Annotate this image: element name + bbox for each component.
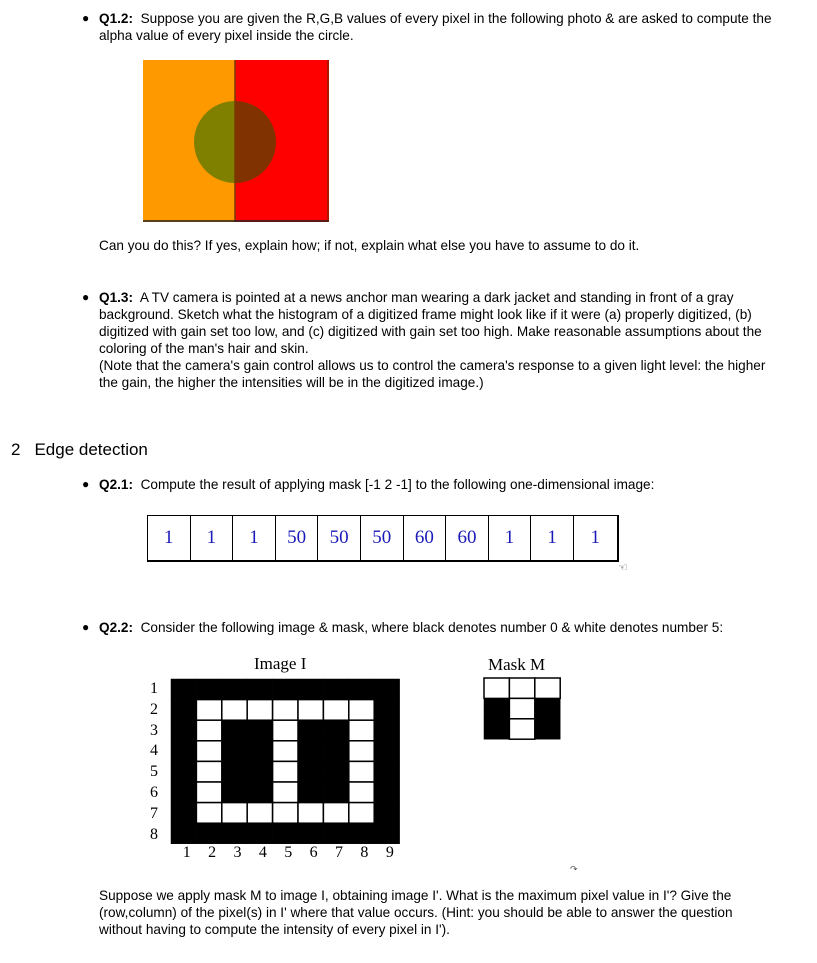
grid-cell: [349, 782, 374, 803]
q12-followup: Can you do this? If yes, explain how; if not, explain what else you have to assume to do it.: [99, 238, 640, 253]
q13-paragraph: [99, 289, 779, 391]
row-label: 1: [150, 680, 158, 697]
q21-text: Compute the result of applying mask [-1 2 -1] to the following one-dimensional image:: [140, 477, 655, 492]
row-label: 4: [150, 742, 158, 760]
grid-cell: [247, 761, 272, 782]
grid-cell: [374, 720, 399, 741]
strip-cell: 1: [191, 516, 234, 560]
grid-cell: [323, 741, 348, 762]
grid-cell: [247, 679, 272, 700]
strip-cell: 50: [361, 516, 404, 560]
grid-cell: [509, 678, 534, 698]
grid-cell: [484, 698, 509, 718]
grid-cell: [509, 698, 534, 718]
row-label: 2: [150, 700, 158, 718]
q13-label: Q1.3:: [99, 290, 133, 305]
grid-cell: [323, 720, 348, 741]
grid-cell: [298, 782, 323, 803]
grid-cell: [298, 761, 323, 782]
grid-cell: [349, 720, 374, 741]
grid-cell: [535, 678, 560, 698]
strip-cell: 50: [318, 516, 361, 560]
q21-label: Q2.1:: [99, 477, 133, 492]
grid-cell: [222, 803, 247, 824]
grid-cell: [273, 823, 298, 844]
grid-cell: [273, 761, 298, 782]
row-labels: [150, 679, 158, 845]
grid-cell: [171, 741, 196, 762]
row-label: 5: [150, 763, 158, 781]
strip-cell: 1: [590, 527, 600, 548]
strip-cell: 60: [446, 516, 489, 560]
grid-cell: [349, 761, 374, 782]
mask-m-grid: [483, 677, 561, 740]
image-i-grid: [170, 678, 402, 844]
bullet-q12: ●: [82, 11, 90, 25]
grid-cell: [171, 720, 196, 741]
section-number: 2: [11, 440, 21, 459]
bullet-q22: ●: [82, 620, 90, 634]
q22-paragraph: [99, 619, 789, 636]
column-label: 5: [284, 844, 293, 861]
grid-cell: [222, 761, 247, 782]
grid-cell: [298, 679, 323, 700]
strip-cell: 1: [531, 516, 574, 560]
grid-cell: [196, 782, 221, 803]
grid-cell: [196, 803, 221, 824]
grid-cell: [484, 678, 509, 698]
grid-cell: [323, 761, 348, 782]
grid-cell: [222, 782, 247, 803]
q22-followup: Suppose we apply mask M to image I, obtaining image I'. What is the maximum pixel value in I'? Give the (row,column) of the pixel(s) in I' where that value occurs. (Hint: you should be able to answer the question without having to compute the intensity of every pixel in I').: [99, 888, 733, 937]
q22-label: Q2.2:: [99, 620, 133, 635]
grid-cell: [196, 761, 221, 782]
grid-cell: [374, 803, 399, 824]
grid-cell: [273, 782, 298, 803]
grid-cell: [196, 700, 221, 721]
grid-cell: [247, 823, 272, 844]
grid-cell: [509, 719, 534, 739]
hand-cursor-icon: ☜: [618, 562, 628, 574]
grid-cell: [273, 720, 298, 741]
grid-cell: [298, 720, 323, 741]
column-labels: [174, 844, 403, 862]
grid-cell: [273, 803, 298, 824]
image-caption: Image I: [254, 654, 307, 673]
grid-cell: [247, 782, 272, 803]
strip-cell: 50: [276, 516, 319, 560]
q21-paragraph: [99, 476, 799, 493]
alpha-photo: [143, 60, 329, 222]
grid-cell: [323, 700, 348, 721]
grid-cell: [171, 761, 196, 782]
grid-cell: [196, 741, 221, 762]
cursor-icon: ↷: [570, 864, 578, 874]
grid-cell: [247, 741, 272, 762]
grid-cell: [222, 741, 247, 762]
grid-cell: [247, 700, 272, 721]
grid-cell: [349, 741, 374, 762]
grid-cell: [196, 720, 221, 741]
grid-cell: [247, 720, 272, 741]
q13-text: A TV camera is pointed at a news anchor man wearing a dark jacket and standing in front of a gray background. Sketch what the histogram of a digitized frame might look like if it were (a) properly digitized, (b) digitized with gain set too low, and (c) digitized with gain set too high. Make reasonable assumptions about the coloring of the man's hair and skin.: [99, 290, 762, 356]
grid-cell: [273, 679, 298, 700]
grid-cell: [374, 679, 399, 700]
row-label: 3: [150, 721, 158, 739]
grid-cell: [484, 719, 509, 739]
row-label: 7: [150, 804, 158, 822]
grid-cell: [196, 679, 221, 700]
bullet-q13: ●: [82, 290, 90, 304]
q12-text: Suppose you are given the R,G,B values of every pixel in the following photo & are asked to compute the alpha value of every pixel inside the circle.: [99, 11, 772, 43]
grid-cell: [222, 720, 247, 741]
q12-paragraph: [99, 10, 799, 44]
column-label: 2: [208, 844, 217, 861]
grid-cell: [535, 719, 560, 739]
grid-cell: [298, 803, 323, 824]
strip-cell: 1: [489, 516, 532, 560]
grid-cell: [171, 700, 196, 721]
grid-cell: [374, 741, 399, 762]
grid-cell: [374, 782, 399, 803]
one-dimensional-image: [147, 515, 619, 562]
grid-cell: [298, 823, 323, 844]
grid-cell: [273, 741, 298, 762]
column-label: 8: [360, 844, 369, 861]
grid-cell: [349, 823, 374, 844]
grid-cell: [298, 700, 323, 721]
column-label: 6: [309, 844, 318, 861]
mask-caption: Mask M: [488, 655, 546, 674]
grid-cell: [273, 700, 298, 721]
grid-cell: [196, 823, 221, 844]
grid-cell: [323, 803, 348, 824]
grid-cell: [222, 700, 247, 721]
grid-cell: [298, 741, 323, 762]
strip-cell: 1: [233, 516, 276, 560]
column-label: 7: [335, 844, 344, 861]
grid-cell: [374, 761, 399, 782]
grid-cell: [171, 782, 196, 803]
section-heading: [11, 439, 148, 461]
section-title: Edge detection: [34, 440, 148, 459]
row-label: 6: [150, 783, 158, 801]
grid-cell: [323, 823, 348, 844]
grid-cell: [222, 679, 247, 700]
grid-cell: [247, 803, 272, 824]
bullet-q21: ●: [82, 477, 90, 491]
column-label: 9: [385, 844, 394, 861]
strip-cell: 1: [148, 516, 191, 560]
strip-cell: 60: [404, 516, 447, 560]
grid-cell: [171, 823, 196, 844]
q22-text: Consider the following image & mask, where black denotes number 0 & white denotes number 5:: [140, 620, 724, 635]
grid-cell: [171, 803, 196, 824]
grid-cell: [349, 679, 374, 700]
column-label: 3: [233, 844, 242, 861]
row-label: 8: [150, 825, 158, 843]
q13-note: (Note that the camera's gain control allows us to control the camera's response to a given light level: the higher the gain, the higher the intensities will be in the digitized image.): [99, 358, 766, 390]
grid-cell: [535, 698, 560, 718]
column-label: 1: [182, 844, 191, 861]
grid-cell: [374, 700, 399, 721]
grid-cell: [323, 782, 348, 803]
grid-cell: [349, 803, 374, 824]
grid-cell: [374, 823, 399, 844]
grid-cell: [349, 700, 374, 721]
grid-cell: [222, 823, 247, 844]
column-label: 4: [258, 844, 267, 861]
q12-label: Q1.2:: [99, 11, 133, 26]
grid-cell: [171, 679, 196, 700]
grid-cell: [323, 679, 348, 700]
